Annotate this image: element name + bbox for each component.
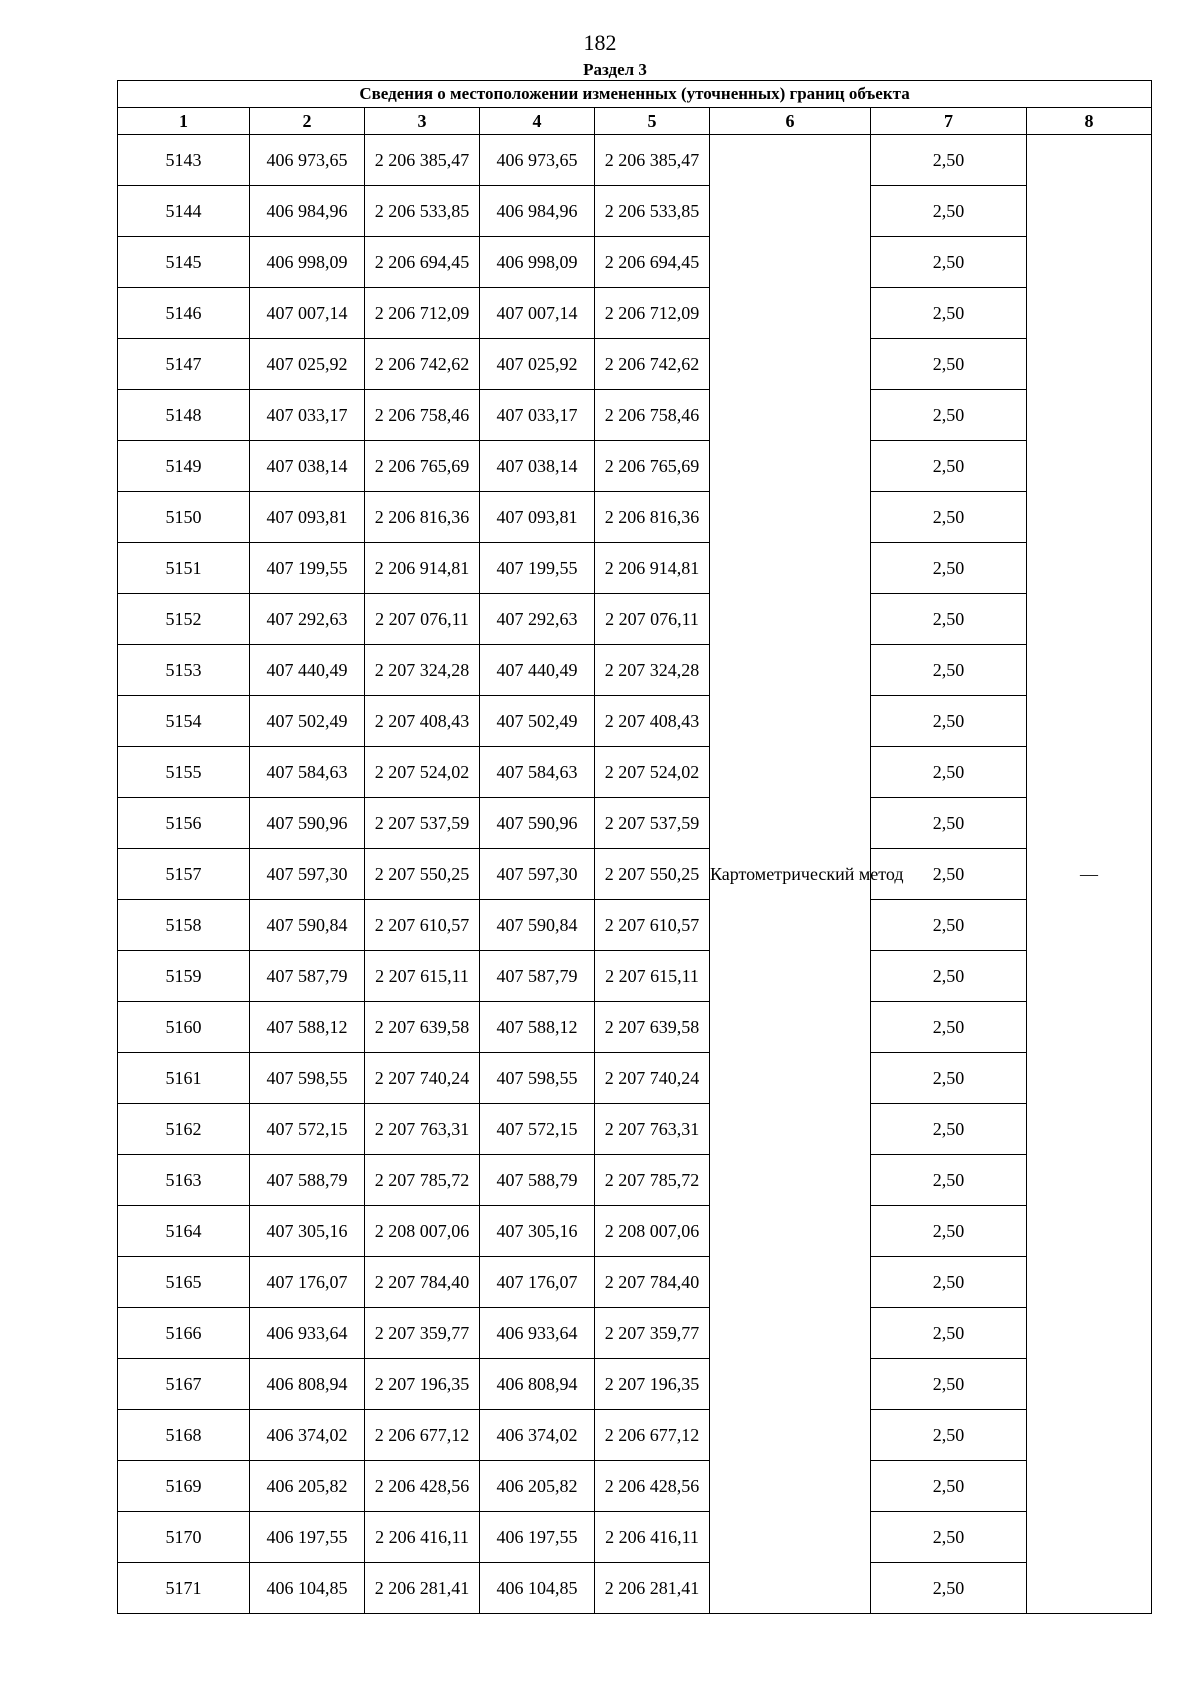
point-number-cell: 5168: [118, 1410, 250, 1461]
x-new-cell: 407 038,14: [480, 441, 595, 492]
x-new-cell: 407 305,16: [480, 1206, 595, 1257]
accuracy-cell: 2,50: [871, 1104, 1027, 1155]
accuracy-cell: 2,50: [871, 288, 1027, 339]
table-row: [118, 390, 1152, 441]
page-number: 182: [583, 30, 617, 55]
accuracy-cell: 2,50: [871, 798, 1027, 849]
y-existing-cell: 2 207 785,72: [365, 1155, 480, 1206]
accuracy-cell: 2,50: [871, 1155, 1027, 1206]
x-existing-cell: 407 292,63: [250, 594, 365, 645]
accuracy-cell: 2,50: [871, 237, 1027, 288]
accuracy-cell: 2,50: [871, 186, 1027, 237]
table-row: [118, 1359, 1152, 1410]
column-number: 6: [710, 108, 871, 135]
y-new-cell: 2 207 615,11: [595, 951, 710, 1002]
x-existing-cell: 406 973,65: [250, 135, 365, 186]
x-existing-cell: 406 984,96: [250, 186, 365, 237]
x-existing-cell: 406 205,82: [250, 1461, 365, 1512]
x-new-cell: 406 197,55: [480, 1512, 595, 1563]
y-existing-cell: 2 206 914,81: [365, 543, 480, 594]
x-new-cell: 406 973,65: [480, 135, 595, 186]
table-row: [118, 645, 1152, 696]
y-existing-cell: 2 207 639,58: [365, 1002, 480, 1053]
point-number-cell: 5146: [118, 288, 250, 339]
x-new-cell: 407 590,96: [480, 798, 595, 849]
point-number-cell: 5155: [118, 747, 250, 798]
y-new-cell: 2 206 677,12: [595, 1410, 710, 1461]
x-new-cell: 407 588,12: [480, 1002, 595, 1053]
accuracy-cell: 2,50: [871, 951, 1027, 1002]
y-existing-cell: 2 206 385,47: [365, 135, 480, 186]
y-new-cell: 2 207 524,02: [595, 747, 710, 798]
accuracy-cell: 2,50: [871, 696, 1027, 747]
x-new-cell: 407 502,49: [480, 696, 595, 747]
y-existing-cell: 2 207 524,02: [365, 747, 480, 798]
point-number-cell: 5164: [118, 1206, 250, 1257]
table-row: [118, 492, 1152, 543]
y-existing-cell: 2 206 816,36: [365, 492, 480, 543]
accuracy-cell: 2,50: [871, 1308, 1027, 1359]
y-new-cell: 2 206 914,81: [595, 543, 710, 594]
x-existing-cell: 407 590,84: [250, 900, 365, 951]
accuracy-cell: 2,50: [871, 645, 1027, 696]
y-new-cell: 2 207 784,40: [595, 1257, 710, 1308]
x-existing-cell: 406 933,64: [250, 1308, 365, 1359]
x-existing-cell: 407 007,14: [250, 288, 365, 339]
table-row: [118, 798, 1152, 849]
table-row: [118, 441, 1152, 492]
column-number: 8: [1027, 108, 1152, 135]
accuracy-cell: 2,50: [871, 747, 1027, 798]
y-existing-cell: 2 207 537,59: [365, 798, 480, 849]
table-row: [118, 900, 1152, 951]
y-existing-cell: 2 207 740,24: [365, 1053, 480, 1104]
x-new-cell: 407 176,07: [480, 1257, 595, 1308]
x-existing-cell: 407 093,81: [250, 492, 365, 543]
table-row: [118, 543, 1152, 594]
y-new-cell: 2 207 785,72: [595, 1155, 710, 1206]
boundary-table: [117, 80, 1152, 1614]
y-existing-cell: 2 207 784,40: [365, 1257, 480, 1308]
x-new-cell: 407 572,15: [480, 1104, 595, 1155]
y-new-cell: 2 207 639,58: [595, 1002, 710, 1053]
x-existing-cell: 406 197,55: [250, 1512, 365, 1563]
y-existing-cell: 2 207 763,31: [365, 1104, 480, 1155]
point-number-cell: 5149: [118, 441, 250, 492]
point-number-cell: 5158: [118, 900, 250, 951]
table-title: Сведения о местоположении измененных (уточненных) границ объекта: [118, 81, 1152, 108]
x-new-cell: 407 584,63: [480, 747, 595, 798]
accuracy-cell: 2,50: [871, 1461, 1027, 1512]
accuracy-cell: 2,50: [871, 849, 1027, 900]
x-new-cell: 406 808,94: [480, 1359, 595, 1410]
y-new-cell: 2 206 694,45: [595, 237, 710, 288]
x-existing-cell: 407 598,55: [250, 1053, 365, 1104]
x-new-cell: 407 199,55: [480, 543, 595, 594]
accuracy-cell: 2,50: [871, 1206, 1027, 1257]
x-existing-cell: 407 038,14: [250, 441, 365, 492]
y-existing-cell: 2 206 416,11: [365, 1512, 480, 1563]
table-row: [118, 1053, 1152, 1104]
x-existing-cell: 407 590,96: [250, 798, 365, 849]
point-number-cell: 5157: [118, 849, 250, 900]
y-new-cell: 2 207 740,24: [595, 1053, 710, 1104]
point-number-cell: 5160: [118, 1002, 250, 1053]
point-number-cell: 5143: [118, 135, 250, 186]
x-new-cell: 407 598,55: [480, 1053, 595, 1104]
x-existing-cell: 407 587,79: [250, 951, 365, 1002]
y-new-cell: 2 207 537,59: [595, 798, 710, 849]
x-existing-cell: 407 597,30: [250, 849, 365, 900]
table-row: [118, 1104, 1152, 1155]
point-number-cell: 5153: [118, 645, 250, 696]
point-number-cell: 5169: [118, 1461, 250, 1512]
y-existing-cell: 2 206 694,45: [365, 237, 480, 288]
table-row: [118, 849, 1152, 900]
point-number-cell: 5145: [118, 237, 250, 288]
x-new-cell: 407 597,30: [480, 849, 595, 900]
y-existing-cell: 2 206 765,69: [365, 441, 480, 492]
y-existing-cell: 2 207 076,11: [365, 594, 480, 645]
y-new-cell: 2 207 324,28: [595, 645, 710, 696]
y-new-cell: 2 207 550,25: [595, 849, 710, 900]
y-new-cell: 2 206 712,09: [595, 288, 710, 339]
y-existing-cell: 2 206 742,62: [365, 339, 480, 390]
y-new-cell: 2 207 076,11: [595, 594, 710, 645]
y-new-cell: 2 206 533,85: [595, 186, 710, 237]
y-existing-cell: 2 207 324,28: [365, 645, 480, 696]
accuracy-cell: 2,50: [871, 441, 1027, 492]
accuracy-cell: 2,50: [871, 492, 1027, 543]
y-existing-cell: 2 207 610,57: [365, 900, 480, 951]
x-existing-cell: 406 104,85: [250, 1563, 365, 1614]
y-existing-cell: 2 206 428,56: [365, 1461, 480, 1512]
table-row: [118, 339, 1152, 390]
x-new-cell: 407 007,14: [480, 288, 595, 339]
table-row: [118, 1461, 1152, 1512]
x-existing-cell: 406 808,94: [250, 1359, 365, 1410]
point-number-cell: 5148: [118, 390, 250, 441]
point-number-cell: 5150: [118, 492, 250, 543]
description-cell: —: [1027, 135, 1152, 1614]
y-existing-cell: 2 206 712,09: [365, 288, 480, 339]
table-row: [118, 747, 1152, 798]
accuracy-cell: 2,50: [871, 543, 1027, 594]
y-new-cell: 2 206 816,36: [595, 492, 710, 543]
accuracy-cell: 2,50: [871, 900, 1027, 951]
y-new-cell: 2 207 763,31: [595, 1104, 710, 1155]
point-number-cell: 5147: [118, 339, 250, 390]
y-new-cell: 2 206 385,47: [595, 135, 710, 186]
y-new-cell: 2 206 758,46: [595, 390, 710, 441]
table-row: [118, 951, 1152, 1002]
x-new-cell: 407 033,17: [480, 390, 595, 441]
accuracy-cell: 2,50: [871, 1563, 1027, 1614]
y-new-cell: 2 206 742,62: [595, 339, 710, 390]
accuracy-cell: 2,50: [871, 390, 1027, 441]
table-row: [118, 1308, 1152, 1359]
y-existing-cell: 2 208 007,06: [365, 1206, 480, 1257]
column-number: 5: [595, 108, 710, 135]
section-title: Раздел 3: [583, 60, 647, 79]
table-row: [118, 1257, 1152, 1308]
x-new-cell: 406 104,85: [480, 1563, 595, 1614]
table-row: [118, 135, 1152, 186]
x-existing-cell: 407 025,92: [250, 339, 365, 390]
x-existing-cell: 407 440,49: [250, 645, 365, 696]
column-number: 2: [250, 108, 365, 135]
accuracy-cell: 2,50: [871, 1053, 1027, 1104]
x-new-cell: 406 998,09: [480, 237, 595, 288]
accuracy-cell: 2,50: [871, 1257, 1027, 1308]
y-new-cell: 2 207 196,35: [595, 1359, 710, 1410]
x-new-cell: 407 587,79: [480, 951, 595, 1002]
point-number-cell: 5165: [118, 1257, 250, 1308]
column-number-row: [118, 108, 1152, 135]
x-existing-cell: 406 374,02: [250, 1410, 365, 1461]
point-number-cell: 5156: [118, 798, 250, 849]
x-existing-cell: 407 199,55: [250, 543, 365, 594]
column-number: 3: [365, 108, 480, 135]
point-number-cell: 5167: [118, 1359, 250, 1410]
y-existing-cell: 2 207 408,43: [365, 696, 480, 747]
x-existing-cell: 407 588,12: [250, 1002, 365, 1053]
x-new-cell: 406 984,96: [480, 186, 595, 237]
point-number-cell: 5163: [118, 1155, 250, 1206]
x-new-cell: 407 590,84: [480, 900, 595, 951]
column-number: 4: [480, 108, 595, 135]
accuracy-cell: 2,50: [871, 135, 1027, 186]
x-existing-cell: 407 584,63: [250, 747, 365, 798]
y-existing-cell: 2 206 281,41: [365, 1563, 480, 1614]
table-row: [118, 1206, 1152, 1257]
table-row: [118, 186, 1152, 237]
y-new-cell: 2 206 428,56: [595, 1461, 710, 1512]
x-existing-cell: 407 305,16: [250, 1206, 365, 1257]
table-body: [118, 135, 1152, 1614]
x-new-cell: 407 588,79: [480, 1155, 595, 1206]
table-row: [118, 288, 1152, 339]
y-existing-cell: 2 206 758,46: [365, 390, 480, 441]
x-existing-cell: 407 176,07: [250, 1257, 365, 1308]
point-number-cell: 5161: [118, 1053, 250, 1104]
y-new-cell: 2 207 359,77: [595, 1308, 710, 1359]
accuracy-cell: 2,50: [871, 1002, 1027, 1053]
point-number-cell: 5151: [118, 543, 250, 594]
point-number-cell: 5166: [118, 1308, 250, 1359]
table-row: [118, 1563, 1152, 1614]
x-new-cell: 407 292,63: [480, 594, 595, 645]
x-existing-cell: 407 033,17: [250, 390, 365, 441]
x-existing-cell: 406 998,09: [250, 237, 365, 288]
x-new-cell: 406 205,82: [480, 1461, 595, 1512]
x-existing-cell: 407 502,49: [250, 696, 365, 747]
point-number-cell: 5162: [118, 1104, 250, 1155]
y-existing-cell: 2 206 533,85: [365, 186, 480, 237]
table-row: [118, 594, 1152, 645]
accuracy-cell: 2,50: [871, 339, 1027, 390]
column-number: 1: [118, 108, 250, 135]
point-number-cell: 5154: [118, 696, 250, 747]
accuracy-cell: 2,50: [871, 1410, 1027, 1461]
y-new-cell: 2 206 765,69: [595, 441, 710, 492]
table-row: [118, 696, 1152, 747]
accuracy-cell: 2,50: [871, 1512, 1027, 1563]
x-new-cell: 407 440,49: [480, 645, 595, 696]
table-row: [118, 1155, 1152, 1206]
table-title-row: [118, 81, 1152, 108]
table-row: [118, 1512, 1152, 1563]
accuracy-cell: 2,50: [871, 594, 1027, 645]
x-existing-cell: 407 572,15: [250, 1104, 365, 1155]
column-number: 7: [871, 108, 1027, 135]
point-number-cell: 5144: [118, 186, 250, 237]
y-new-cell: 2 208 007,06: [595, 1206, 710, 1257]
accuracy-cell: 2,50: [871, 1359, 1027, 1410]
y-new-cell: 2 206 416,11: [595, 1512, 710, 1563]
y-new-cell: 2 207 408,43: [595, 696, 710, 747]
table-row: [118, 1002, 1152, 1053]
point-number-cell: 5159: [118, 951, 250, 1002]
y-existing-cell: 2 207 359,77: [365, 1308, 480, 1359]
table-row: [118, 1410, 1152, 1461]
point-number-cell: 5171: [118, 1563, 250, 1614]
point-number-cell: 5170: [118, 1512, 250, 1563]
y-existing-cell: 2 206 677,12: [365, 1410, 480, 1461]
method-cell: Картометрический метод: [710, 135, 871, 1614]
x-new-cell: 406 933,64: [480, 1308, 595, 1359]
y-existing-cell: 2 207 550,25: [365, 849, 480, 900]
x-existing-cell: 407 588,79: [250, 1155, 365, 1206]
y-new-cell: 2 206 281,41: [595, 1563, 710, 1614]
y-new-cell: 2 207 610,57: [595, 900, 710, 951]
x-new-cell: 407 025,92: [480, 339, 595, 390]
table-row: [118, 237, 1152, 288]
y-existing-cell: 2 207 615,11: [365, 951, 480, 1002]
x-new-cell: 407 093,81: [480, 492, 595, 543]
point-number-cell: 5152: [118, 594, 250, 645]
y-existing-cell: 2 207 196,35: [365, 1359, 480, 1410]
x-new-cell: 406 374,02: [480, 1410, 595, 1461]
